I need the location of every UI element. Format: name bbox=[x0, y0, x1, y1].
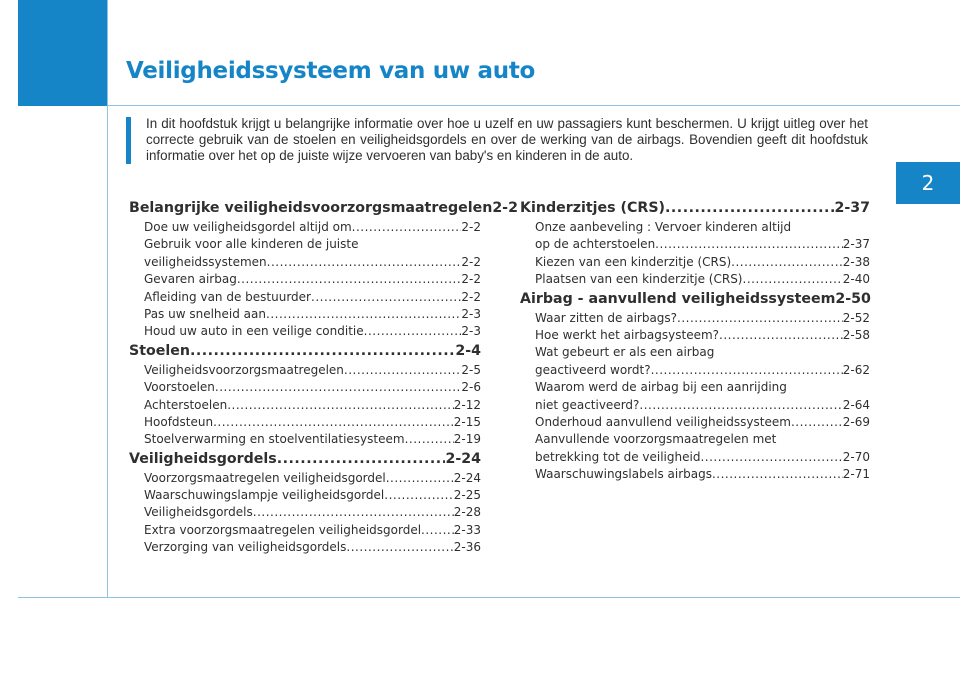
toc-page: 2-37 bbox=[842, 237, 870, 252]
toc-leader bbox=[277, 449, 446, 470]
toc-label: Extra voorzorgsmaatregelen veiligheidsgordel bbox=[144, 522, 422, 537]
toc-label: veiligheidssystemen bbox=[144, 254, 267, 269]
intro-paragraph: In dit hoofdstuk krijgt u belangrijke informatie over hoe u uzelf en uw passagiers kunt beschermen. U krijgt uitleg over het correcte gebruik van de stoelen en veiligheidsgordels en over de werking van de airbags. Bovendien geeft dit hoofdstuk informatie over het op de juiste wijze vervoeren van baby's en kinderen in de auto. bbox=[146, 116, 868, 163]
toc-label: Hoe werkt het airbagsysteem? bbox=[535, 327, 720, 342]
toc-entry[interactable] bbox=[520, 449, 870, 466]
toc-entry[interactable] bbox=[520, 397, 870, 414]
toc-leader bbox=[405, 431, 454, 448]
toc-page: 2-38 bbox=[842, 254, 870, 269]
toc-entry[interactable] bbox=[129, 487, 481, 504]
toc-page: 2-40 bbox=[842, 272, 870, 287]
toc-entry[interactable] bbox=[520, 466, 870, 483]
toc-leader bbox=[227, 397, 454, 414]
toc-page: 2-2 bbox=[492, 200, 518, 216]
toc-page: 2-2 bbox=[461, 254, 481, 269]
toc-label: Veiligheidsgordels bbox=[144, 505, 253, 520]
toc-label: Waarschuwingslabels airbags bbox=[535, 467, 712, 482]
toc-page: 2-24 bbox=[445, 450, 481, 467]
toc-entry[interactable] bbox=[520, 254, 870, 271]
toc-entry[interactable] bbox=[129, 306, 481, 323]
toc-entry[interactable] bbox=[129, 539, 481, 556]
toc-label: Belangrijke veiligheidsvoorzorgsmaatregelen bbox=[129, 200, 493, 216]
toc-label: Doe uw veiligheidsgordel altijd om bbox=[144, 220, 352, 234]
toc-label: op de achterstoelen bbox=[535, 237, 656, 252]
footer-rule bbox=[18, 597, 960, 598]
toc-section-entry[interactable] bbox=[129, 449, 481, 470]
toc-entry[interactable] bbox=[129, 431, 481, 448]
toc-page: 2-70 bbox=[842, 449, 870, 464]
toc-label: Stoelverwarming en stoelventilatiesysteem bbox=[144, 432, 405, 447]
toc-page: 2-2 bbox=[461, 289, 481, 304]
page-title: Veiligheidssysteem van uw auto bbox=[126, 58, 536, 84]
toc-leader bbox=[639, 397, 842, 414]
toc-leader bbox=[665, 198, 834, 219]
toc-section-entry[interactable] bbox=[520, 289, 870, 310]
toc-leader bbox=[215, 379, 461, 396]
toc-entry[interactable] bbox=[520, 271, 870, 288]
toc-leader bbox=[237, 271, 462, 288]
toc-label: Achterstoelen bbox=[144, 397, 228, 412]
toc-leader bbox=[731, 254, 843, 271]
toc-label: Voorstoelen bbox=[144, 380, 215, 395]
toc-leader bbox=[386, 470, 454, 487]
toc-page: 2-62 bbox=[842, 362, 870, 377]
intro-accent-bar bbox=[126, 117, 131, 164]
toc-label: Waarschuwingslampje veiligheidsgordel bbox=[144, 488, 385, 503]
toc-entry[interactable] bbox=[520, 414, 870, 431]
toc-page: 2-25 bbox=[453, 488, 481, 503]
toc-leader bbox=[719, 327, 843, 344]
header-rule bbox=[108, 105, 960, 106]
toc-entry[interactable] bbox=[129, 271, 481, 288]
toc-leader bbox=[651, 362, 843, 379]
toc-label: Hoofdsteun bbox=[144, 414, 214, 429]
toc-leader bbox=[677, 310, 843, 327]
toc-leader bbox=[384, 487, 454, 504]
toc-entry[interactable] bbox=[129, 289, 481, 306]
toc-entry[interactable] bbox=[129, 219, 481, 236]
toc-column-right bbox=[520, 198, 870, 483]
toc-entry[interactable] bbox=[129, 379, 481, 396]
toc-entry[interactable] bbox=[129, 323, 481, 340]
toc-label: Gevaren airbag bbox=[144, 272, 237, 287]
toc-entry-line1[interactable]: Waarom werd de airbag bij een aanrijding bbox=[535, 380, 787, 395]
toc-entry[interactable] bbox=[520, 310, 870, 327]
toc-leader bbox=[364, 323, 462, 340]
toc-label: Onderhoud aanvullend veiligheidssysteem bbox=[535, 414, 791, 429]
toc-page: 2-50 bbox=[835, 290, 871, 307]
chapter-color-block bbox=[18, 0, 108, 106]
toc-label: niet geactiveerd? bbox=[535, 397, 640, 412]
toc-entry[interactable] bbox=[129, 414, 481, 431]
toc-page: 2-64 bbox=[842, 397, 870, 412]
toc-page: 2-37 bbox=[834, 200, 870, 216]
left-margin-rule bbox=[107, 0, 108, 598]
toc-page: 2-15 bbox=[453, 414, 481, 429]
toc-leader bbox=[346, 539, 453, 556]
toc-leader bbox=[213, 414, 454, 431]
toc-entry[interactable] bbox=[129, 522, 481, 539]
toc-entry[interactable] bbox=[129, 504, 481, 521]
toc-leader bbox=[266, 306, 461, 323]
toc-page: 2-33 bbox=[453, 522, 481, 537]
toc-leader bbox=[344, 362, 461, 379]
toc-column-left bbox=[129, 198, 518, 557]
toc-entry-line1[interactable]: Wat gebeurt er als een airbag bbox=[535, 345, 715, 360]
toc-leader bbox=[311, 289, 461, 306]
toc-label: Pas uw snelheid aan bbox=[144, 306, 266, 321]
toc-page: 2-2 bbox=[461, 220, 481, 234]
toc-page: 2-52 bbox=[842, 310, 870, 325]
toc-page: 2-58 bbox=[842, 327, 870, 342]
toc-page: 2-3 bbox=[461, 306, 481, 321]
toc-entry[interactable] bbox=[129, 397, 481, 414]
toc-label: Afleiding van de bestuurder bbox=[144, 289, 311, 304]
toc-label: Waar zitten de airbags? bbox=[535, 310, 678, 325]
toc-leader bbox=[190, 341, 455, 362]
toc-entry-line1[interactable]: Gebruik voor alle kinderen de juiste bbox=[144, 237, 359, 252]
toc-entry[interactable] bbox=[520, 327, 870, 344]
toc-page: 2-3 bbox=[461, 324, 481, 339]
toc-page: 2-2 bbox=[461, 272, 481, 287]
toc-leader bbox=[791, 414, 843, 431]
toc-leader bbox=[700, 449, 842, 466]
toc-entry[interactable] bbox=[520, 362, 870, 379]
toc-page: 2-6 bbox=[461, 380, 481, 395]
toc-label: Verzorging van veiligheidsgordels bbox=[144, 540, 347, 555]
toc-label: Plaatsen van een kinderzitje (CRS) bbox=[535, 272, 743, 287]
toc-label: Veiligheidsvoorzorgsmaatregelen bbox=[144, 362, 344, 377]
toc-entry[interactable] bbox=[520, 236, 870, 253]
toc-entry[interactable] bbox=[129, 254, 481, 271]
toc-page: 2-36 bbox=[453, 540, 481, 555]
toc-label: Veiligheidsgordels bbox=[129, 450, 277, 467]
toc-page: 2-19 bbox=[453, 432, 481, 447]
toc-label: Kinderzitjes (CRS) bbox=[520, 200, 666, 216]
toc-label: Voorzorgsmaatregelen veiligheidsgordel bbox=[144, 470, 386, 485]
toc-page: 2-28 bbox=[453, 505, 481, 520]
toc-entry[interactable] bbox=[129, 470, 481, 487]
toc-label: Houd uw auto in een veilige conditie bbox=[144, 324, 364, 339]
toc-leader bbox=[655, 236, 843, 253]
chapter-tab[interactable]: 2 bbox=[896, 162, 960, 204]
toc-label: betrekking tot de veiligheid bbox=[535, 449, 701, 464]
toc-entry[interactable] bbox=[129, 362, 481, 379]
toc-leader bbox=[267, 254, 462, 271]
toc-page: 2-71 bbox=[842, 467, 870, 482]
toc-page: 2-24 bbox=[453, 470, 481, 485]
toc-section-entry[interactable] bbox=[520, 198, 870, 219]
toc-label: Kiezen van een kinderzitje (CRS) bbox=[535, 254, 732, 269]
toc-label: Airbag - aanvullend veiligheidssysteem bbox=[520, 290, 836, 307]
toc-page: 2-4 bbox=[455, 342, 481, 359]
toc-label: geactiveerd wordt? bbox=[535, 362, 651, 377]
toc-entry-line1[interactable]: Onze aanbeveling : Vervoer kinderen altijd bbox=[535, 220, 792, 234]
toc-leader bbox=[421, 522, 454, 539]
toc-leader bbox=[712, 466, 843, 483]
toc-page: 2-5 bbox=[461, 362, 481, 377]
toc-entry-line1[interactable]: Aanvullende voorzorgsmaatregelen met bbox=[535, 432, 777, 447]
toc-page: 2-69 bbox=[842, 414, 870, 429]
toc-section-entry[interactable] bbox=[129, 341, 481, 362]
toc-page: 2-12 bbox=[453, 397, 481, 412]
toc-section-entry[interactable] bbox=[129, 198, 518, 219]
toc-leader bbox=[352, 219, 462, 236]
toc-leader bbox=[253, 504, 454, 521]
toc-leader bbox=[743, 271, 843, 288]
toc-label: Stoelen bbox=[129, 342, 190, 359]
